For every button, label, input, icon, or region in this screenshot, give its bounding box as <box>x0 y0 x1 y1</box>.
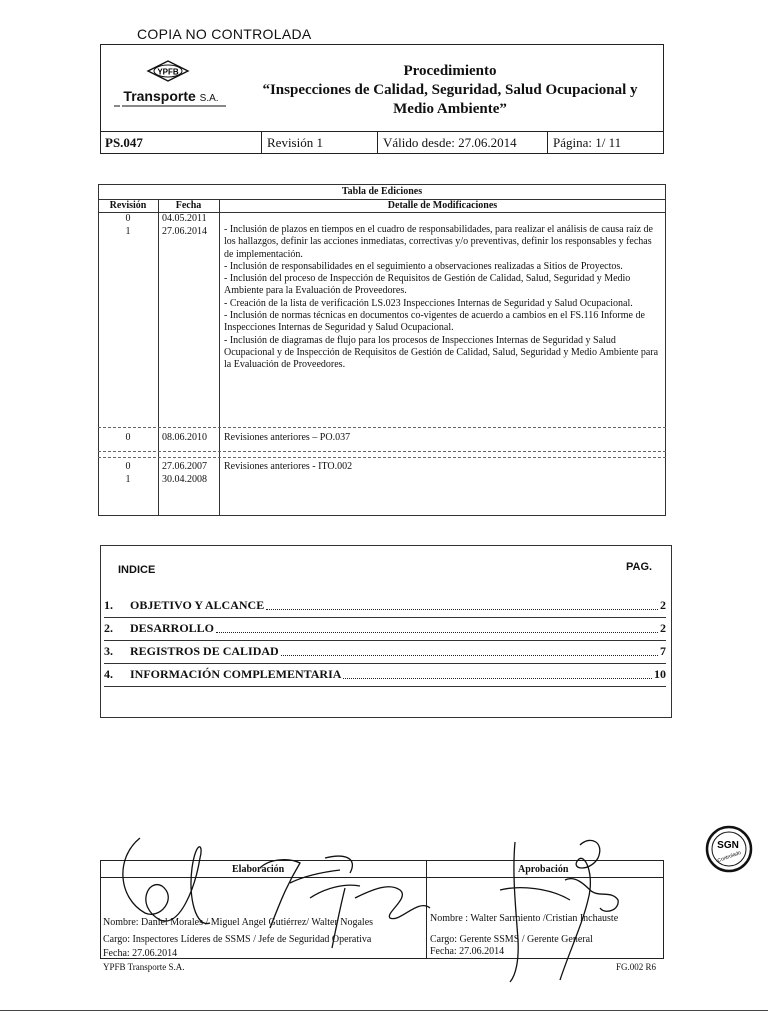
row-rev-0: 0 <box>125 213 131 224</box>
prev2-rev-a: 0 <box>125 461 131 472</box>
prev1-fecha: 08.06.2010 <box>162 432 207 443</box>
prev2-rev-b: 1 <box>125 474 131 485</box>
detail-item: - Inclusión de diagramas de flujo para los procesos de Inspecciones Internas de Seguridad y Salud Ocupacional y de Inspección de Requisitos de Gestión de Calidad, Salud, Seguridad y Medio Ambiente para la Evaluación de Proveedores. <box>224 334 659 371</box>
prev2-fecha-b: 30.04.2008 <box>162 474 207 485</box>
elab-cargo: Cargo: Inspectores Líderes de SSMS / Jefe de Seguridad Operativa <box>103 934 372 945</box>
elaboracion-title: Elaboración <box>232 864 285 875</box>
col-revision: Revisión <box>109 200 147 211</box>
prev2-fecha-a: 27.06.2007 <box>162 461 207 472</box>
index-item[interactable]: 1. OBJETIVO Y ALCANCE 2 <box>104 598 666 612</box>
index-item[interactable]: 4. INFORMACIÓN COMPLEMENTARIA 10 <box>104 667 666 681</box>
svg-text:Controlado: Controlado <box>716 849 742 864</box>
elab-fecha: Fecha: 27.06.2014 <box>103 948 178 959</box>
aprobacion-signatures-icon <box>420 830 630 990</box>
footer-company: YPFB Transporte S.A. <box>103 962 185 972</box>
prev1-detalle: Revisiones anteriores – PO.037 <box>224 432 351 443</box>
prev2-detalle: Revisiones anteriores - ITO.002 <box>224 461 353 472</box>
header-info-row <box>100 131 664 154</box>
row-fecha-1: 27.06.2014 <box>162 226 207 237</box>
apro-fecha: Fecha: 27.06.2014 <box>430 946 505 957</box>
index-pag-label: PAG. <box>626 561 653 573</box>
sgn-seal-icon <box>704 824 754 874</box>
detail-item: - Inclusión de responsabilidades en el seguimiento a observaciones realizadas a Sitios de Proyectos. <box>224 260 623 272</box>
doc-revision: Revisión 1 <box>262 132 378 154</box>
editions-table-title: Tabla de Ediciones <box>341 186 423 197</box>
footer-form-code: FG.002 R6 <box>616 962 657 972</box>
document-title <box>240 62 660 119</box>
modification-details <box>224 224 660 372</box>
detail-item: - Inclusión de normas técnicas en documentos co-vigentes de acuerdo a cambios en el FS.116 Informe de Inspecciones Internas de Seguridad y Salud Ocupacional. <box>224 310 645 334</box>
title-line-2: Medio Ambiente” <box>393 101 507 117</box>
aprobacion-title: Aprobación <box>518 864 569 875</box>
index-item[interactable]: 3. REGISTROS DE CALIDAD 7 <box>104 644 666 658</box>
detail-item: - Inclusión de plazos en tiempos en el cuadro de responsabilidades, para realizar el análisis de causa raíz de los hallazgos, definir las acciones inmediatas, correctivas y/o preventivas, definir los responsables y fechas de implementación. <box>224 224 653 260</box>
company-name: Transporte S.A. <box>123 88 219 104</box>
doc-page: Página: 1/ 11 <box>553 135 622 150</box>
apro-cargo: Cargo: Gerente SSMS / Gerente General <box>430 934 593 945</box>
logo-text: YPFB <box>157 67 179 77</box>
doc-valid-date: Válido desde: 27.06.2014 <box>378 132 548 154</box>
col-fecha: Fecha <box>175 200 202 211</box>
elab-nombre: Nombre: Daniel Morales / Miguel Angel Gutiérrez/ Walter Nogales <box>103 917 374 928</box>
detail-item: - Creación de la lista de verificación LS.023 Inspecciones Internas de Seguridad y Salud Ocupacional. <box>224 297 633 309</box>
doc-type: Procedimiento <box>403 63 497 79</box>
row-rev-1: 1 <box>125 226 131 237</box>
row-fecha-0: 04.05.2011 <box>162 213 207 224</box>
doc-code: PS.047 <box>100 132 262 154</box>
uncontrolled-copy-label: COPIA NO CONTROLADA <box>137 26 312 42</box>
apro-nombre: Nombre : Walter Sarmiento /Cristian Inchauste <box>430 913 619 924</box>
title-line-1: “Inspecciones de Calidad, Seguridad, Salud Ocupacional y <box>262 82 638 98</box>
index-label: INDICE <box>118 564 156 576</box>
col-detalle: Detalle de Modificaciones <box>387 200 498 211</box>
prev1-rev: 0 <box>125 432 131 443</box>
index-item[interactable]: 2. DESARROLLO 2 <box>104 621 666 635</box>
detail-item: - Inclusión del proceso de Inspección de Requisitos de Gestión de Calidad, Salud, Seguridad y Medio Ambiente para la Evaluación de Proveedores. <box>224 273 631 297</box>
svg-text:SGN: SGN <box>717 840 739 851</box>
elaboracion-signatures-icon <box>100 828 440 978</box>
